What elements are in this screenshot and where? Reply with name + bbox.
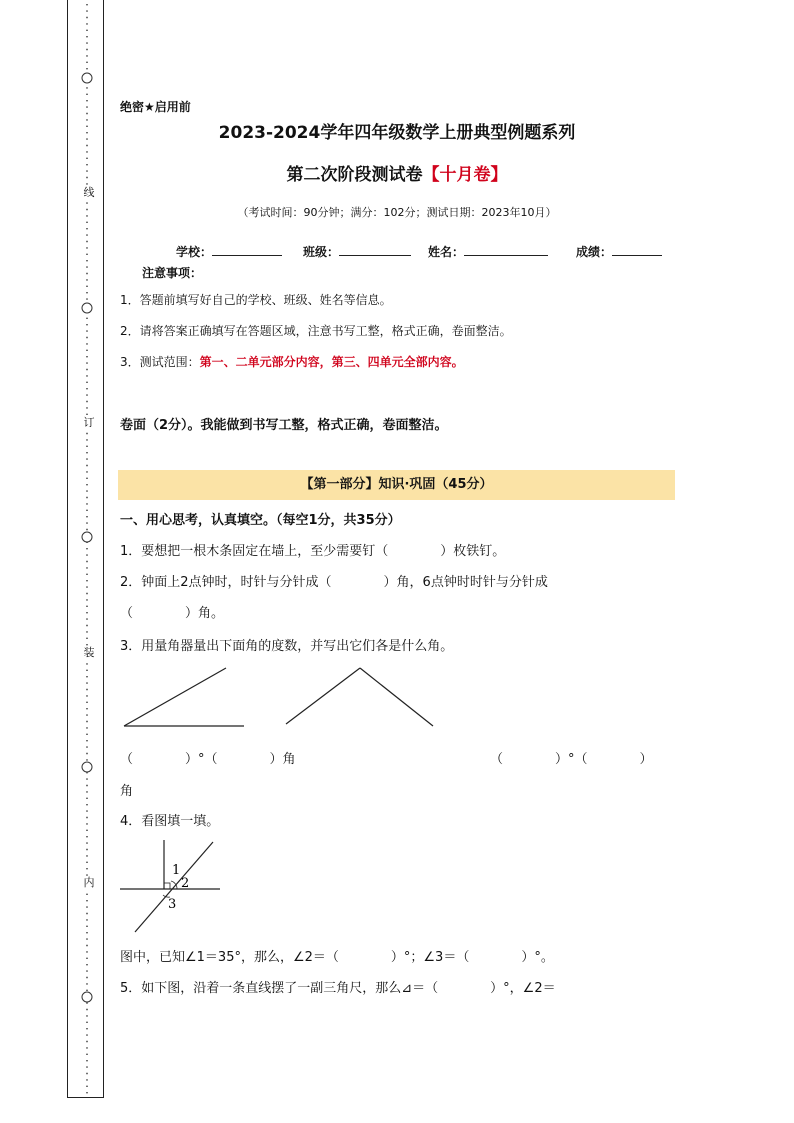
- notice-item-3-scope: 第一、二单元部分内容，第三、四单元全部内容。: [199, 355, 464, 369]
- question-4: 4．看图填一填。: [120, 814, 220, 829]
- question-2-line2: （ ）角。: [120, 606, 225, 621]
- score-label: 成绩：: [576, 245, 613, 259]
- margin-label-zhuang: 装: [83, 646, 95, 659]
- class-label: 班级：: [303, 245, 340, 259]
- name-field: [428, 243, 548, 260]
- margin-label-nei: 内: [83, 876, 95, 889]
- acute-angle-figure: [124, 668, 244, 726]
- question-1: 1．要想把一根木条固定在墙上，至少需要钉（ ）枚铁钉。: [120, 544, 506, 559]
- score-blank[interactable]: [612, 243, 662, 256]
- question-2-line1: 2．钟面上2点钟时，时针与分针成（ ）角，6点钟时时针与分针成: [120, 575, 548, 590]
- margin-label-ding: 订: [83, 416, 95, 429]
- question-4-text: 图中，已知∠1＝35°，那么，∠2＝（ ）°；∠3＝（ ）°。: [120, 950, 554, 965]
- school-field: [176, 243, 282, 260]
- neatness-statement: 卷面（2分）。我能做到书写工整，格式正确，卷面整洁。: [120, 418, 448, 433]
- question-3: 3．用量角器量出下面角的度数，并写出它们各是什么角。: [120, 639, 454, 654]
- q3-answer-right: （ ）°（ ）: [490, 752, 653, 767]
- notice-item-1: 1．答题前填写好自己的学校、班级、姓名等信息。: [120, 293, 392, 307]
- score-field: [576, 243, 662, 260]
- angle-label-3: 3: [168, 897, 177, 912]
- angle-label-2: 2: [181, 876, 190, 891]
- exam-subtitle-main: 第二次阶段测试卷: [286, 165, 423, 185]
- class-field: [303, 243, 411, 260]
- question-5: 5．如下图，沿着一条直线摆了一副三角尺，那么⊿＝（ ）°，∠2＝: [120, 981, 556, 996]
- exam-subtitle-tag: 【十月卷】: [422, 165, 508, 185]
- q3-answer-wrap: 角: [120, 784, 134, 799]
- name-blank[interactable]: [464, 243, 548, 256]
- page-title: 2023-2024学年四年级数学上册典型例题系列: [218, 123, 576, 143]
- notice-item-2: 2．请将答案正确填写在答题区域，注意书写工整，格式正确，卷面整洁。: [120, 324, 512, 338]
- school-label: 学校：: [176, 245, 213, 259]
- q4-intersecting-lines-figure: [118, 838, 223, 936]
- notice-item-3-prefix: 3．测试范围：: [120, 355, 200, 369]
- margin-label-xian: 线: [83, 186, 95, 199]
- exam-subtitle: [0, 160, 794, 185]
- angle-label-1: 1: [172, 863, 181, 878]
- notice-item-3: [120, 353, 464, 370]
- secret-label: 绝密★启用前: [120, 100, 191, 114]
- notice-title: 注意事项：: [142, 266, 203, 280]
- part1-banner: 【第一部分】知识·巩固（45分）: [118, 470, 675, 500]
- obtuse-angle-figure: [286, 668, 433, 726]
- school-blank[interactable]: [212, 243, 282, 256]
- exam-info: （考试时间：90分钟；满分：102分；测试日期：2023年10月）: [237, 206, 557, 219]
- q3-angle-figures: [118, 662, 448, 734]
- class-blank[interactable]: [339, 243, 411, 256]
- name-label: 姓名：: [428, 245, 465, 259]
- q3-answer-left: （ ）°（ ）角: [120, 752, 296, 767]
- section1-title: 一、用心思考，认真填空。（每空1分，共35分）: [120, 513, 401, 528]
